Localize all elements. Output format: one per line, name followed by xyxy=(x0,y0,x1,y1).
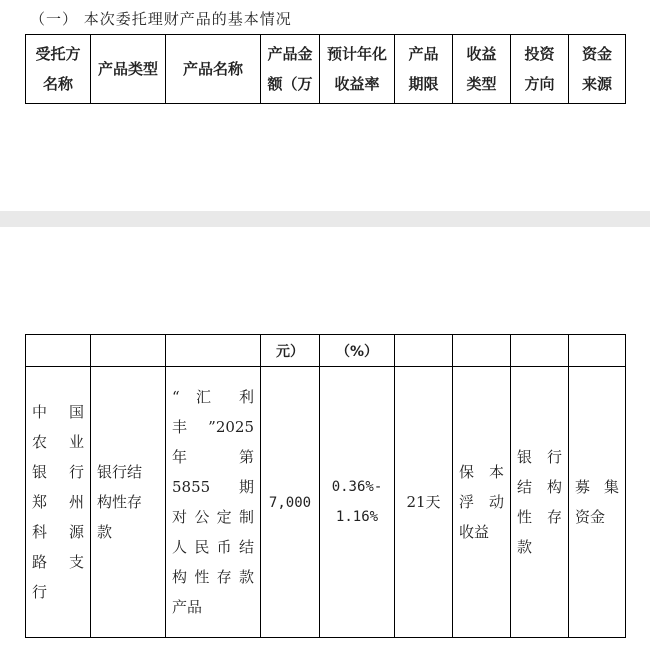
yield-unit-label: （%） xyxy=(320,335,395,367)
product-type-cell: 银行结 构性存 款 xyxy=(91,367,166,638)
page-break xyxy=(0,211,650,227)
investment-direction-cell: 银 行 结 构 性 存 款 xyxy=(511,367,569,638)
product-name-cell: “ 汇 利 丰”2025 年 第 5855 期 对公定制 人民币结 构性存款 产品 xyxy=(166,367,261,638)
term-cell: 21天 xyxy=(395,367,453,638)
header-table xyxy=(25,34,626,104)
col-header-term: 产品 期限 xyxy=(395,35,453,104)
col-header-trustee: 受托方 名称 xyxy=(26,35,91,104)
col-header-income-type: 收益 类型 xyxy=(453,35,511,104)
header-row xyxy=(26,35,626,104)
product-table xyxy=(25,334,626,638)
section-heading: （一） 本次委托理财产品的基本情况 xyxy=(30,10,292,28)
income-type-cell: 保 本 浮 动 收益 xyxy=(453,367,511,638)
fund-source-cell: 募 集 资金 xyxy=(569,367,626,638)
col-header-amount: 产品金 额（万 xyxy=(261,35,320,104)
amount-unit-label: 元） xyxy=(261,335,320,367)
col-header-investment-direction: 投资 方向 xyxy=(511,35,569,104)
col-header-expected-yield: 预计年化 收益率 xyxy=(320,35,395,104)
expected-yield-cell: 0.36%- 1.16% xyxy=(320,367,395,638)
header-continuation-row xyxy=(26,335,626,367)
col-header-fund-source: 资金 来源 xyxy=(569,35,626,104)
amount-cell: 7,000 xyxy=(261,367,320,638)
col-header-product-name: 产品名称 xyxy=(166,35,261,104)
trustee-cell: 中 国 农 业 银 行 郑 州 科 源 路 支 行 xyxy=(26,367,91,638)
col-header-product-type: 产品类型 xyxy=(91,35,166,104)
table-row xyxy=(26,367,626,638)
